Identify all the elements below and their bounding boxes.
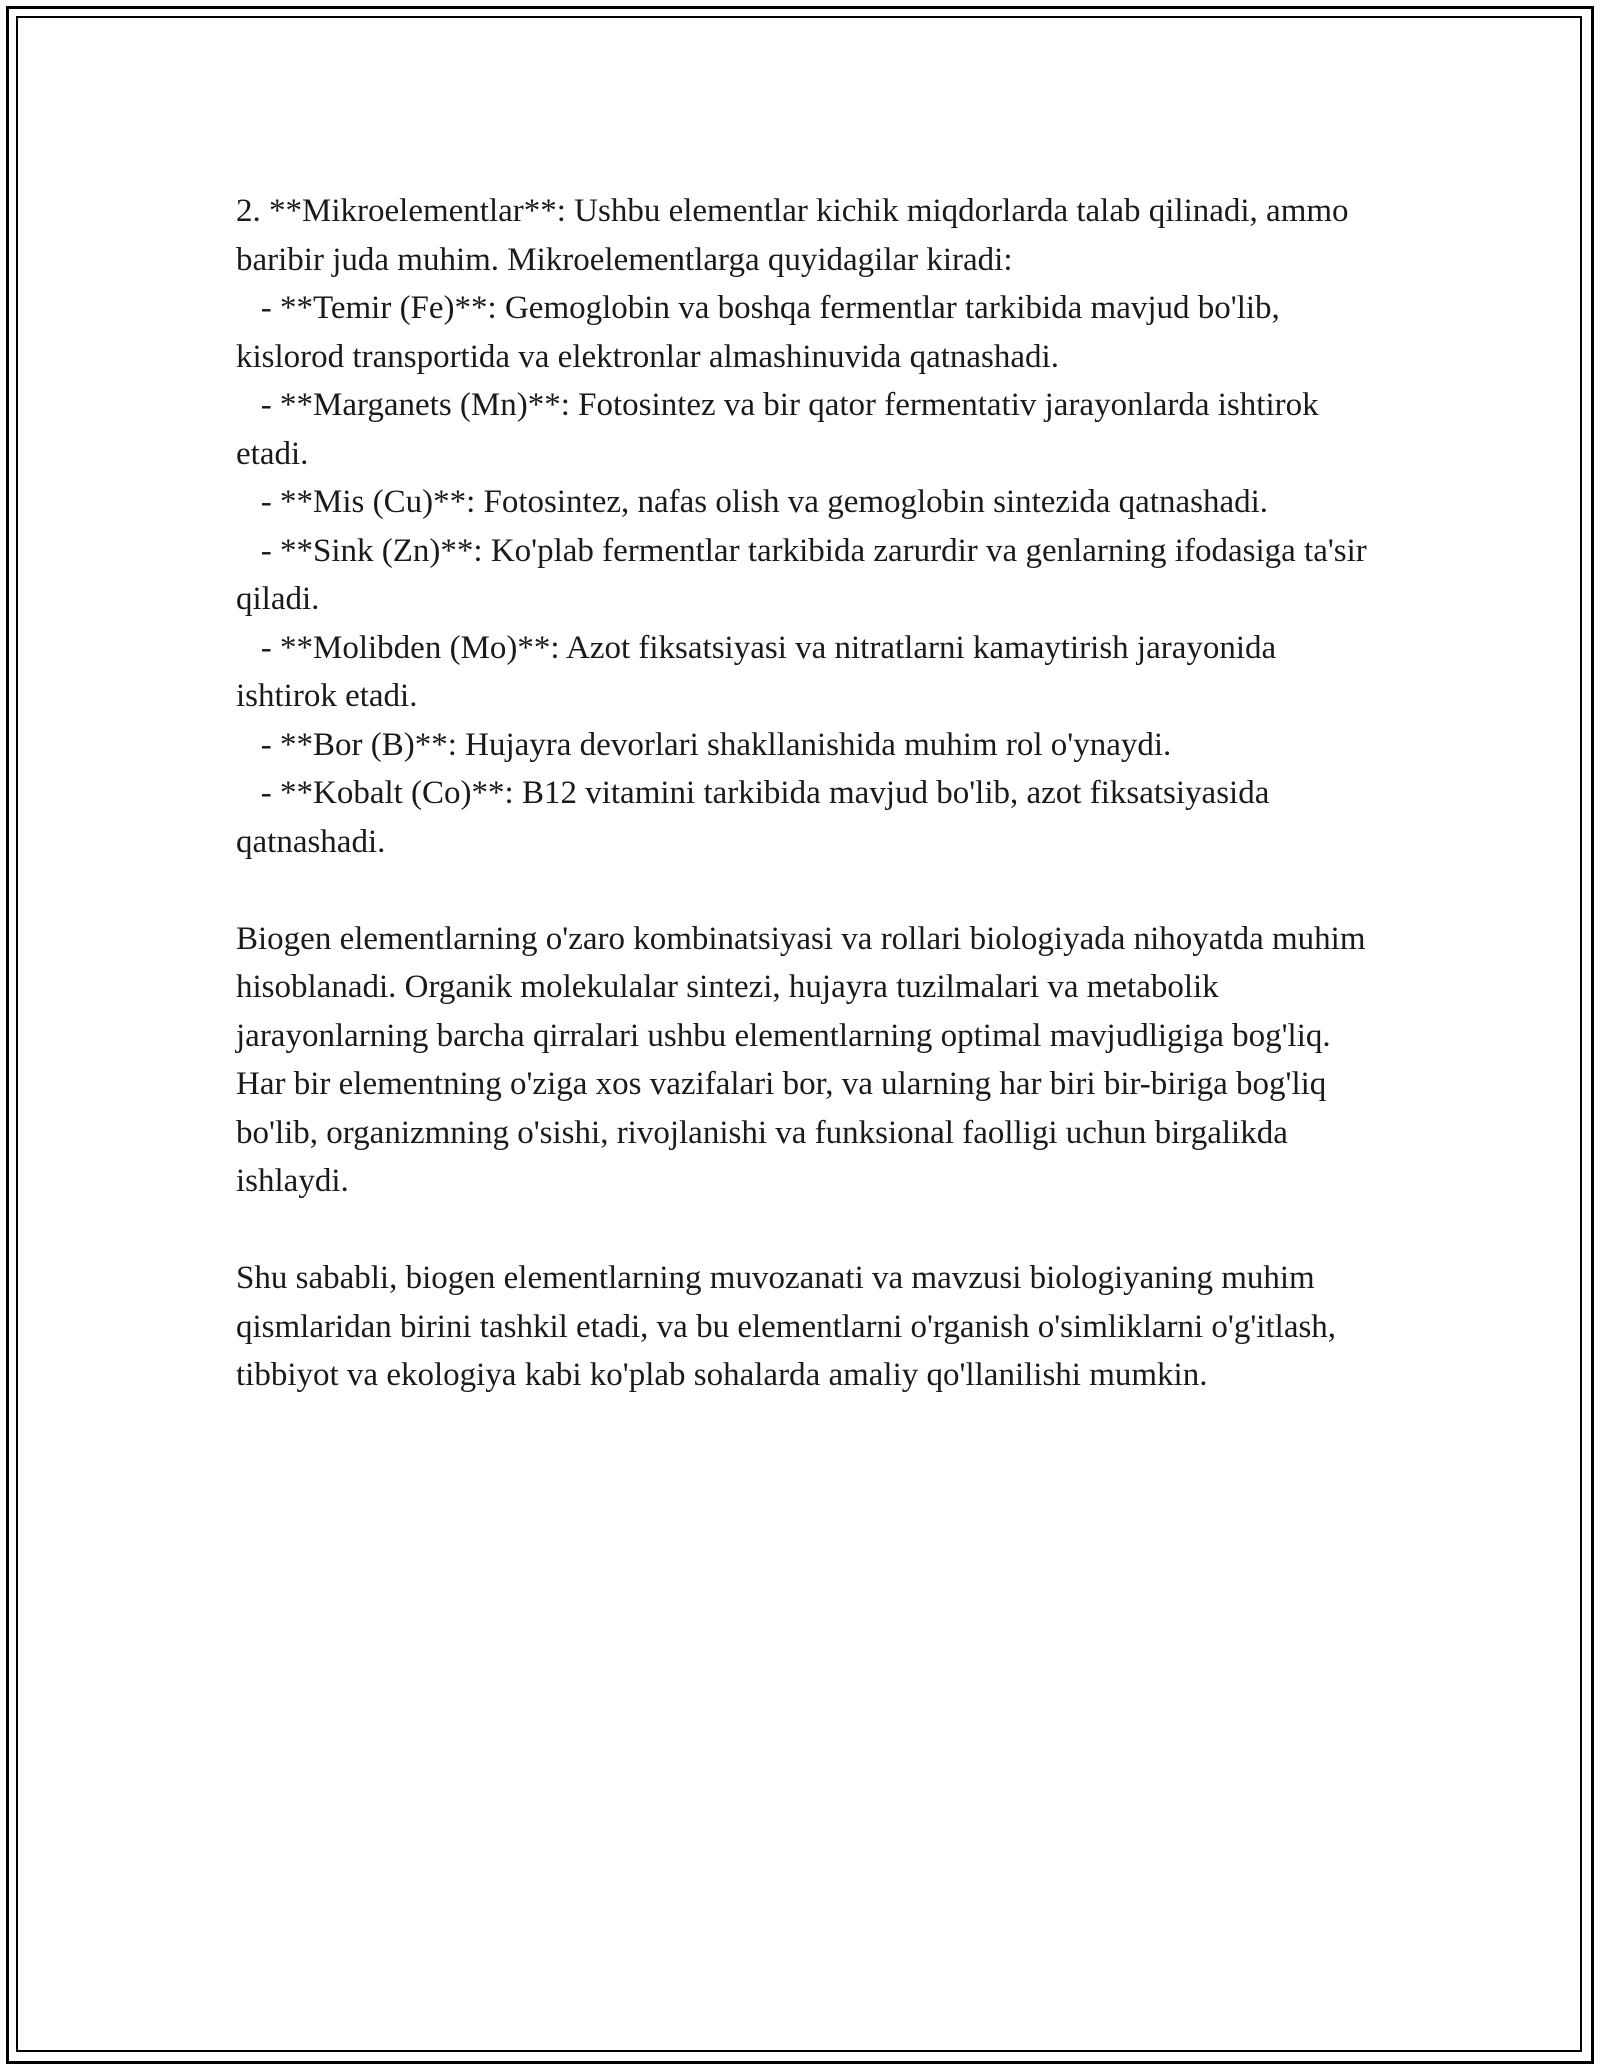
paragraph-spacer	[236, 866, 1376, 915]
paragraph-biogen-combination: Biogen elementlarning o'zaro kombinatsiyasi va rollari biologiyada nihoyatda muhim hisoblanadi. Organik molekulalar sintezi, hujayra tuzilmalari va metabolik jarayonlarning barcha qirralari ushbu elementlarning optimal mavjudligiga bog'liq. Har bir elementning o'ziga xos vazifalari bor, va ularning har biri bir-biriga bog'liq bo'lib, organizmning o'sishi, rivojlanishi va funksional faolligi uchun birgalikda ishlaydi.	[236, 920, 1374, 1199]
list-item-copper: - **Mis (Cu)**: Fotosintez, nafas olish va gemoglobin sintezida qatnashadi.	[236, 484, 1269, 520]
list-item-manganese: - **Marganets (Mn)**: Fotosintez va bir qator fermentativ jarayonlarda ishtirok etadi.	[236, 387, 1327, 472]
microelements-list	[236, 284, 1376, 866]
list-item-cobalt: - **Kobalt (Co)**: B12 vitamini tarkibida mavjud bo'lib, azot fiksatsiyasida qatnashadi.	[236, 775, 1278, 860]
document-body	[236, 187, 1376, 1400]
list-item-molybdenum: - **Molibden (Mo)**: Azot fiksatsiyasi va nitratlarni kamaytirish jarayonida ishtirok etadi.	[236, 629, 1285, 714]
list-item-iron: - **Temir (Fe)**: Gemoglobin va boshqa fermentlar tarkibida mavjud bo'lib, kislorod transportida va elektronlar almashinuvida qatnashadi.	[236, 290, 1289, 375]
paragraph-spacer	[236, 1206, 1376, 1255]
paragraph-conclusion: Shu sababli, biogen elementlarning muvozanati va mavzusi biologiyaning muhim qismlaridan birini tashkil etadi, va bu elementlarni o'rganish o'simliklarni o'g'itlash, tibbiyot va ekologiya kabi ko'plab sohalarda amaliy qo'llanilishi mumkin.	[236, 1260, 1345, 1393]
list-item-boron: - **Bor (B)**: Hujayra devorlari shakllanishida muhim rol o'ynaydi.	[236, 726, 1172, 763]
list-item-zinc: - **Sink (Zn)**: Ko'plab fermentlar tarkibida zarurdir va genlarning ifodasiga ta'sir qiladi.	[236, 532, 1376, 617]
microelements-intro: 2. **Mikroelementlar**: Ushbu elementlar kichik miqdorlarda talab qilinadi, ammo baribir juda muhim. Mikroelementlarga quyidagilar kiradi:	[236, 193, 1357, 278]
